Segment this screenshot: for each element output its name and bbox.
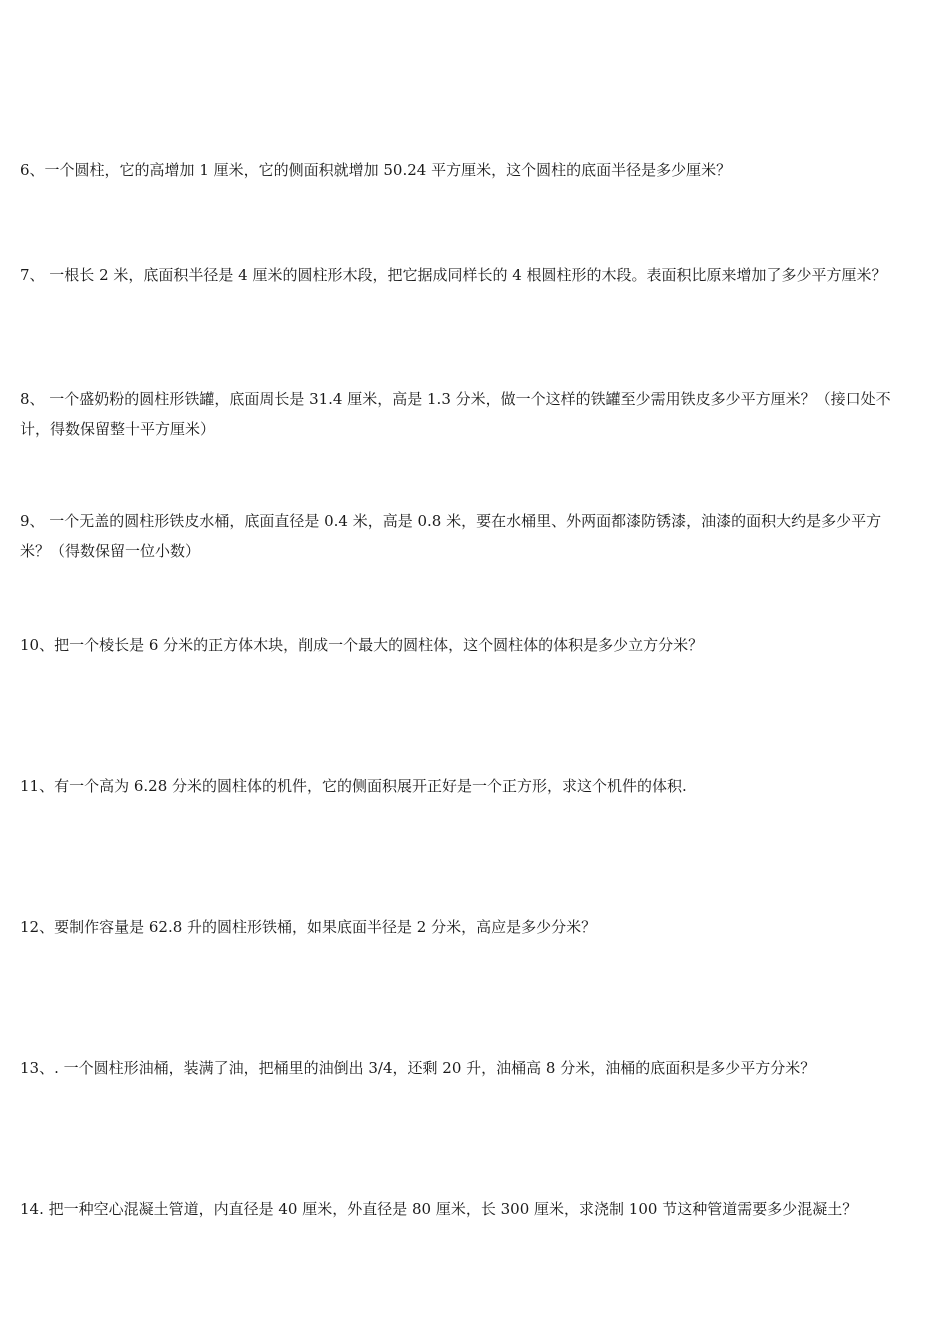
question-6: 6、一个圆柱，它的高增加 1 厘米，它的侧面积就增加 50.24 平方厘米，这个圆柱的底面半径是多少厘米？ [20,161,732,179]
question-9: 9、 一个无盖的圆柱形铁皮水桶，底面直径是 0.4 米，高是 0.8 米，要在水桶里、外两面都漆防锈漆，油漆的面积大约是多少平方米？（得数保留一位小数） [20,512,882,560]
question-7: 7、 一根长 2 米，底面积半径是 4 厘米的圆柱形木段，把它据成同样长的 4 根圆柱形的木段。表面积比原来增加了多少平方厘米？ [20,266,887,284]
question-14: 14. 把一种空心混凝土管道，内直径是 40 厘米，外直径是 80 厘米，长 300 厘米，求浇制 100 节这种管道需要多少混凝土？ [20,1200,858,1218]
question-11: 11、有一个高为 6.28 分米的圆柱体的机件，它的侧面积展开正好是一个正方形，求这个机件的体积. [20,777,687,795]
question-8: 8、 一个盛奶粉的圆柱形铁罐，底面周长是 31.4 厘米，高是 1.3 分米，做一个这样的铁罐至少需用铁皮多少平方厘米？（接口处不计，得数保留整十平方厘米） [20,390,891,438]
question-13: 13、. 一个圆柱形油桶，装满了油，把桶里的油倒出 3/4，还剩 20 升，油桶高 8 分米，油桶的底面积是多少平方分米？ [20,1059,816,1077]
question-10: 10、把一个棱长是 6 分米的正方体木块，削成一个最大的圆柱体，这个圆柱体的体积是多少立方分米？ [20,636,704,654]
question-12: 12、要制作容量是 62.8 升的圆柱形铁桶，如果底面半径是 2 分米，高应是多少分米？ [20,918,597,936]
